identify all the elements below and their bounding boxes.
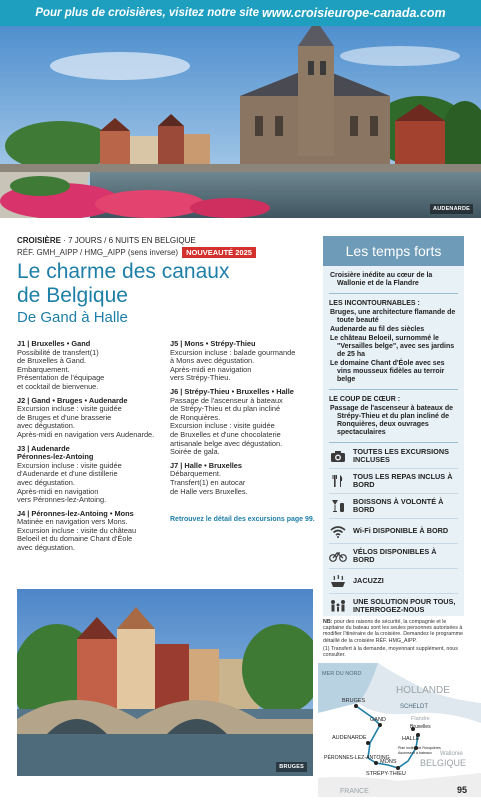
feature-jacuzzi <box>329 573 458 589</box>
bruges-photo <box>17 589 313 776</box>
reference-line <box>17 247 317 258</box>
page-number: 95 <box>457 785 468 795</box>
map-label-bruxelles: Bruxelles <box>410 724 431 730</box>
map-label-holland: HOLLANDE <box>396 685 450 696</box>
highlights-sidebar <box>323 236 464 616</box>
feature-label: JACUZZI <box>353 576 384 585</box>
map-label-flandre: Flandre <box>411 716 430 722</box>
divider <box>329 593 458 594</box>
map-label-belgique: BELGIQUE <box>420 758 467 768</box>
day-heading: J7 | Halle • Bruxelles <box>170 460 243 470</box>
hero-caption: AUDENARDE <box>430 204 473 214</box>
day-3 <box>17 445 165 505</box>
feature-label: TOUTES LES EXCURSIONS INCLUSES <box>353 447 449 464</box>
feature-label: BOISSONS À VOLONTÉ À BORD <box>353 497 444 514</box>
peronnes-dot <box>374 761 378 765</box>
day-1 <box>17 340 165 392</box>
page-title <box>17 260 317 308</box>
day-text: Après-midi en navigation <box>170 364 252 374</box>
map-label-mons: MONS <box>380 759 397 765</box>
day-text: Beloeil et du domaine Chant d'Éole <box>17 534 133 544</box>
feature-label: UNE SOLUTION POUR TOUS, INTERROGEZ-NOUS <box>353 597 456 614</box>
map-label-halle: HALLE <box>402 736 420 742</box>
cutlery-icon <box>329 473 347 489</box>
day-6 <box>170 388 318 457</box>
title-line-2: de Belgique <box>17 284 128 307</box>
jacuzzi-icon <box>329 573 347 589</box>
day-text: Passage de l'ascenseur à bateaux <box>170 395 283 405</box>
nb-note <box>323 619 468 644</box>
banner-lead: Pour plus de croisières, visitez notre site <box>35 7 260 19</box>
cruise-meta: · 7 JOURS / 6 NUITS EN BELGIQUE <box>61 236 196 245</box>
feature-wifi <box>329 523 458 539</box>
cruise-meta-line <box>17 236 317 245</box>
map-label-plan-incline: Plan incliné de Ronquières <box>398 746 441 750</box>
bruges-dot <box>354 704 358 708</box>
day-text: de Bruges et d'une brasserie <box>17 412 112 422</box>
day-text: Excursion incluse : balade gourmande <box>170 347 296 357</box>
map-label-france: FRANCE <box>340 788 369 795</box>
divider <box>329 568 458 569</box>
day-text: artisanale belge avec dégustation. <box>170 438 283 448</box>
day-heading: J5 | Mons • Strépy-Thieu <box>170 339 256 348</box>
day-text: Possibilité de transfert(1) <box>17 347 99 357</box>
feature-label: TOUS LES REPAS INCLUS À BORD <box>353 472 453 489</box>
day-text: Excursion incluse : visite du château <box>17 525 137 535</box>
day-text: de Ronquières. <box>170 412 221 422</box>
day-text: avec dégustation. <box>17 543 75 553</box>
mons-dot <box>396 766 400 770</box>
day-text: Après-midi en navigation <box>17 486 99 496</box>
camera-icon <box>329 448 347 464</box>
day-text: de Halle vers Bruxelles. <box>170 486 248 496</box>
banner-url[interactable]: www.croisieurope-canada.com <box>262 6 446 20</box>
drinks-icon <box>329 498 347 514</box>
feature-bikes <box>329 548 458 564</box>
bicycle-icon <box>329 548 347 564</box>
day-heading-continued: Péronnes-lez-Antoing <box>17 452 94 462</box>
day-text: Excursion incluse : visite guidée <box>17 404 122 414</box>
page-subtitle: De Gand à Halle <box>17 309 128 326</box>
day-4 <box>17 510 165 553</box>
map-label-sea: MER DU NORD <box>322 671 362 677</box>
day-text: avec dégustation. <box>17 421 75 431</box>
day-text: à Mons avec dégustation. <box>170 356 255 366</box>
new-badge: NOUVEAUTÉ 2025 <box>182 247 256 258</box>
day-heading: J6 | Strépy-Thieu • Bruxelles • Halle <box>170 386 294 396</box>
title-line-1: Le charme des canaux <box>17 260 230 283</box>
nb-label: NB: <box>323 619 333 625</box>
day-heading: J4 | Péronnes-lez-Antoing • Mons <box>17 508 134 518</box>
divider <box>329 442 458 443</box>
map-label-strepy: STRÉPY-THIEU <box>366 771 406 777</box>
map-label-bruges: BRUGES <box>342 698 366 704</box>
day-text: vers Strépy-Thieu. <box>170 373 231 383</box>
bruges-caption: BRUGES <box>276 762 307 772</box>
day-text: Après-midi en navigation vers Audenarde. <box>17 429 155 439</box>
day-text: Transfert(1) en autocar <box>170 477 246 487</box>
day-text: Excursion incluse : visite guidée <box>170 421 275 431</box>
divider <box>329 543 458 544</box>
route-map <box>318 663 481 797</box>
feature-excursions <box>329 448 458 464</box>
day-text: Excursion incluse : visite guidée <box>17 460 122 470</box>
incontournable-item: Le château Beloeil, surnommé le "Versailles belge", avec ses jardins de 25 ha <box>330 335 455 358</box>
divider <box>329 293 458 294</box>
feature-drinks <box>329 498 458 514</box>
hero-photo-audenarde <box>0 26 481 218</box>
feature-label: VÉLOS DISPONIBLES À BORD <box>353 547 437 564</box>
map-label-wallonie: Wallonie <box>440 751 463 757</box>
itinerary-right-column <box>170 340 318 501</box>
map-label-scheldt: SCHELDT <box>400 704 429 710</box>
map-label-ascenseur: Ascenseur à bateaux <box>398 751 432 755</box>
highlight-intro: Croisière inédite au cœur de la Wallonie et de la Flandre <box>330 272 433 287</box>
map-label-peronnes: PÉRONNES-LEZ-ANTOING <box>324 755 390 761</box>
map-label-audenarde: AUDENARDE <box>332 735 367 741</box>
coup-de-coeur-heading: LE COUP DE CŒUR : <box>329 396 401 403</box>
day-heading: J2 | Gand • Bruges • Audenarde <box>17 395 128 405</box>
reference-code: RÉF. GMH_AIPP / HMG_AIPP (sens inverse) <box>17 248 179 257</box>
coup-de-coeur-item: Passage de l'ascenseur à bateaux de Strépy-Thieu et du plan incliné de Ronquières, deux ouvrages spectaculaires <box>330 405 454 436</box>
feature-family <box>329 598 458 614</box>
day-text: de Strépy-Thieu et du plan incliné <box>170 404 281 414</box>
incontournables-heading: LES INCONTOURNABLES : <box>329 300 420 307</box>
day-text: avec dégustation. <box>17 477 75 487</box>
divider <box>329 389 458 390</box>
day-text: d'Audenarde et d'une distillerie <box>17 469 118 479</box>
map-label-gand: GAND <box>370 717 386 723</box>
incontournable-item: Bruges, une architecture flamande de toute beauté <box>330 309 456 324</box>
day-7 <box>170 462 318 496</box>
gand-dot <box>378 723 382 727</box>
divider <box>329 518 458 519</box>
highlights-title: Les temps forts <box>323 236 464 266</box>
divider <box>329 493 458 494</box>
day-text: et cocktail de bienvenue. <box>17 381 99 391</box>
wifi-icon <box>329 523 347 539</box>
day-heading: J1 | Bruxelles • Gand <box>17 339 91 348</box>
day-text: de Bruxelles et d'une chocolaterie <box>170 429 281 439</box>
divider <box>329 468 458 469</box>
top-banner <box>0 0 481 26</box>
incontournable-item: Audenarde au fil des siècles <box>330 326 425 333</box>
incontournable-item: Le domaine Chant d'Éole avec ses vins mousseux fidèles au terroir belge <box>330 360 445 383</box>
family-icon <box>329 598 347 614</box>
audenarde-dot <box>366 741 370 745</box>
cruise-header <box>17 236 317 258</box>
day-text: de Bruxelles à Gand. <box>17 356 87 366</box>
itinerary-left-column <box>17 340 165 558</box>
day-5 <box>170 340 318 383</box>
feature-label: Wi-Fi DISPONIBLE À BORD <box>353 526 449 535</box>
feature-meals <box>329 473 458 489</box>
day-text: Débarquement. <box>170 469 221 479</box>
day-text: vers Péronnes-lez-Antoing. <box>17 495 107 505</box>
day-2 <box>17 397 165 440</box>
nb-text: pour des raisons de sécurité, la compagnie et le capitaine du bateau sont les seules personnes autorisées à modifier l'itinéraire de la croisière. Demandez le programme détaillé de la croisière RÉF. HMG_AIPP. <box>323 619 463 644</box>
notes-block <box>323 619 468 658</box>
day-text: Matinée en navigation vers Mons. <box>17 517 128 527</box>
day-text: Embarquement. <box>17 364 70 374</box>
day-text: Soirée de gala. <box>170 447 220 457</box>
footnote: (1) Transfert à la demande, moyennant supplément, nous consulter. <box>323 645 458 659</box>
day-text: Présentation de l'équipage <box>17 373 105 383</box>
day-heading: J3 | Audenarde <box>17 443 70 453</box>
cruise-label: CROISIÈRE <box>17 236 62 245</box>
excursions-reference-link[interactable]: Retrouvez le détail des excursions page 99. <box>170 516 315 523</box>
